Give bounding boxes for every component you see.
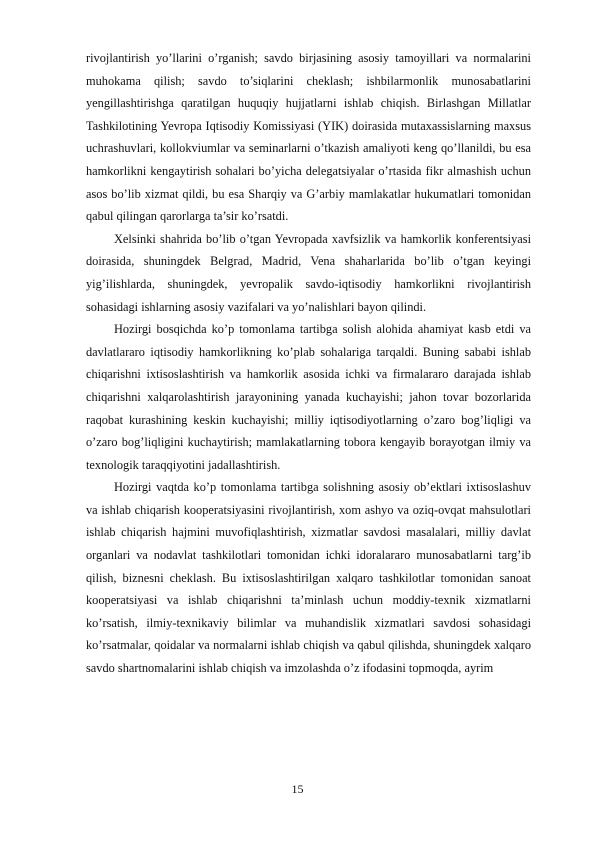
document-page <box>86 47 531 680</box>
paragraph-continuation: rivojlantirish yo’llarini o’rganish; savdo birjasining asosiy tamoyillari va normalarini muhokama qilish; savdo to’siqlarini cheklash; ishbilarmonlik munosabatlarini yengillashtirishga qaratilgan huquqiy hujjatlarni ishlab chiqish. Birlashgan Millatlar Tashkilotining Yevropa Iqtisodiy Komissiyasi (YIK) doirasida mutaxassislarning maxsus uchrashuvlari, kollokviumlar va seminarlarni o’tkazish amaliyoti keng qo’llanildi, bu esa hamkorlikni kengaytirish sohalari bo’yicha delegatsiyalar o’rtasida fikr almashish uchun asos bo’lib xizmat qildi, bu esa Sharqiy va G’arbiy mamlakatlar hukumatlari tomonidan qabul qilingan qarorlarga ta’sir ko’rsatdi. <box>86 51 531 224</box>
paragraph-multilateral-regulation: Hozirgi bosqichda ko’p tomonlama tartibga solish alohida ahamiyat kasb etdi va davlatlararo iqtisodiy hamkorlikning ko’plab sohalariga tarqaldi. Buning sababi ishlab chiqarishni ixtisoslashtirish va hamkorlik asosida ichki va firmalararo darajada ishlab chiqarishni xalqarolashtirish jarayonining yanada kuchayishi; jahon tovar bozorlarida raqobat kurashining keskin kuchayishi; milliy iqtisodiyotlarning o’zaro bog’liqligi va o’zaro bog’liqligini kuchaytirish; mamlakatlarning tobora kengayib borayotgan ilmiy va texnologik taraqqiyotini jadallashtirish. <box>86 322 531 472</box>
paragraph-regulation-objects: Hozirgi vaqtda ko’p tomonlama tartibga solishning asosiy ob’ektlari ixtisoslashuv va ishlab chiqarish kooperatsiyasini rivojlantirish, xom ashyo va oziq-ovqat mahsulotlari ishlab chiqarish hajmini muvofiqlashtirish, xizmatlar savdosi masalalari, milliy davlat organlari va nodavlat tashkilotlari tomonidan ichki idoralararo munosabatlarni targ’ib qilish, biznesni cheklash. Bu ixtisoslashtirilgan xalqaro tashkilotlar tomonidan sanoat kooperatsiyasi va ishlab chiqarishni ta’minlash uchun moddiy-texnik xizmatlarni ko’rsatish, ilmiy-texnikaviy bilimlar va muhandislik xizmatlari savdosi sohasidagi ko’rsatmalar, qoidalar va normalarni ishlab chiqish va qabul qilishda, shuningdek xalqaro savdo shartnomalarini ishlab chiqish va imzolashda o’z ifodasini topmoqda, ayrim <box>86 480 531 676</box>
page-number: 15 <box>291 782 304 796</box>
paragraph-helsinki: Xelsinki shahrida bo’lib o’tgan Yevropada xavfsizlik va hamkorlik konferentsiyasi doirasida, shuningdek Belgrad, Madrid, Vena shaharlarida bo’lib o’tgan keyingi yig’ilishlarda, shuningdek, yevropalik savdo-iqtisodiy hamkorlikni rivojlantirish sohasidagi ishlarning asosiy vazifalari va yo’nalishlari bayon qilindi. <box>86 231 531 314</box>
